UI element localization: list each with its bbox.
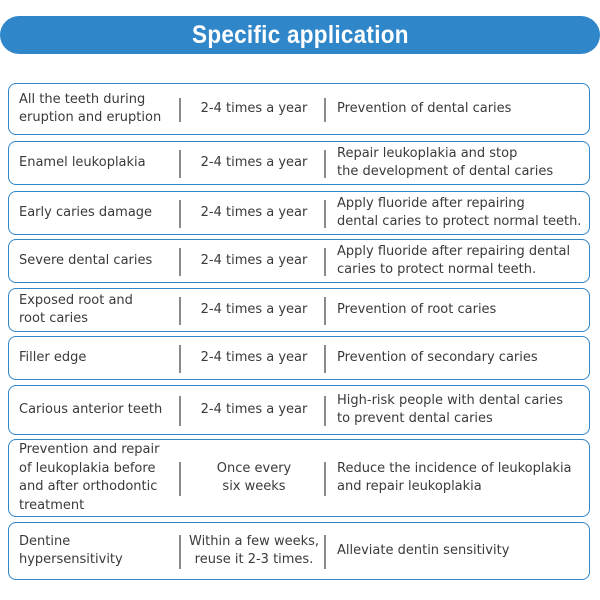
- column-divider: [324, 248, 326, 276]
- table-row: [8, 141, 590, 185]
- row-frequency: 2-4 times a year: [200, 100, 308, 116]
- column-divider: [324, 297, 326, 325]
- row-frequency: 2-4 times a year: [200, 301, 308, 317]
- row-target: All the teeth during eruption and eruption: [19, 91, 162, 125]
- column-divider: [179, 297, 181, 325]
- column-divider: [324, 200, 326, 228]
- column-divider: [179, 396, 181, 426]
- row-target: Carious anterior teeth: [19, 401, 163, 417]
- column-divider: [324, 462, 326, 496]
- row-effect: Prevention of root caries: [337, 301, 497, 317]
- table-row: [8, 439, 590, 517]
- page-title: Specific application: [191, 20, 409, 49]
- table-row: [8, 191, 590, 235]
- row-target: Early caries damage: [19, 204, 153, 220]
- row-effect: Alleviate dentin sensitivity: [337, 542, 510, 558]
- column-divider: [179, 248, 181, 276]
- column-divider: [179, 462, 181, 496]
- row-effect: Apply fluoride after repairing dental caries to protect normal teeth.: [337, 195, 582, 229]
- title-banner: [0, 16, 600, 54]
- row-effect: Reduce the incidence of leukoplakia and repair leukoplakia: [337, 460, 572, 494]
- row-frequency: 2-4 times a year: [200, 349, 308, 365]
- row-frequency: Within a few weeks, reuse it 2-3 times.: [189, 533, 319, 567]
- row-effect: Prevention of secondary caries: [337, 349, 538, 365]
- row-frequency: 2-4 times a year: [200, 154, 308, 170]
- row-target: Filler edge: [19, 349, 87, 365]
- column-divider: [324, 345, 326, 373]
- column-divider: [179, 150, 181, 178]
- column-divider: [179, 345, 181, 373]
- column-divider: [179, 98, 181, 122]
- row-effect: Apply fluoride after repairing dental caries to protect normal teeth.: [337, 243, 571, 277]
- row-frequency: Once every six weeks: [216, 460, 292, 494]
- row-target: Severe dental caries: [19, 252, 153, 268]
- row-frequency: 2-4 times a year: [200, 252, 308, 268]
- table-row: [8, 239, 590, 283]
- column-divider: [179, 535, 181, 569]
- table-row: [8, 522, 590, 580]
- row-frequency: 2-4 times a year: [200, 204, 308, 220]
- column-divider: [324, 396, 326, 426]
- column-divider: [324, 150, 326, 178]
- table-row: [8, 288, 590, 332]
- row-effect: Repair leukoplakia and stop the development of dental caries: [337, 145, 554, 179]
- column-divider: [179, 200, 181, 228]
- row-effect: Prevention of dental caries: [337, 100, 512, 116]
- table-row: [8, 385, 590, 435]
- row-target: Prevention and repair of leukoplakia before and after orthodontic treatment: [19, 442, 160, 513]
- row-frequency: 2-4 times a year: [200, 401, 308, 417]
- row-target: Enamel leukoplakia: [19, 154, 146, 170]
- row-target: Dentine hypersensitivity: [19, 533, 123, 567]
- row-effect: High-risk people with dental caries to prevent dental caries: [337, 392, 564, 426]
- column-divider: [324, 98, 326, 122]
- table-row: [8, 83, 590, 135]
- table-row: [8, 336, 590, 380]
- column-divider: [324, 535, 326, 569]
- row-target: Exposed root and root caries: [19, 292, 133, 326]
